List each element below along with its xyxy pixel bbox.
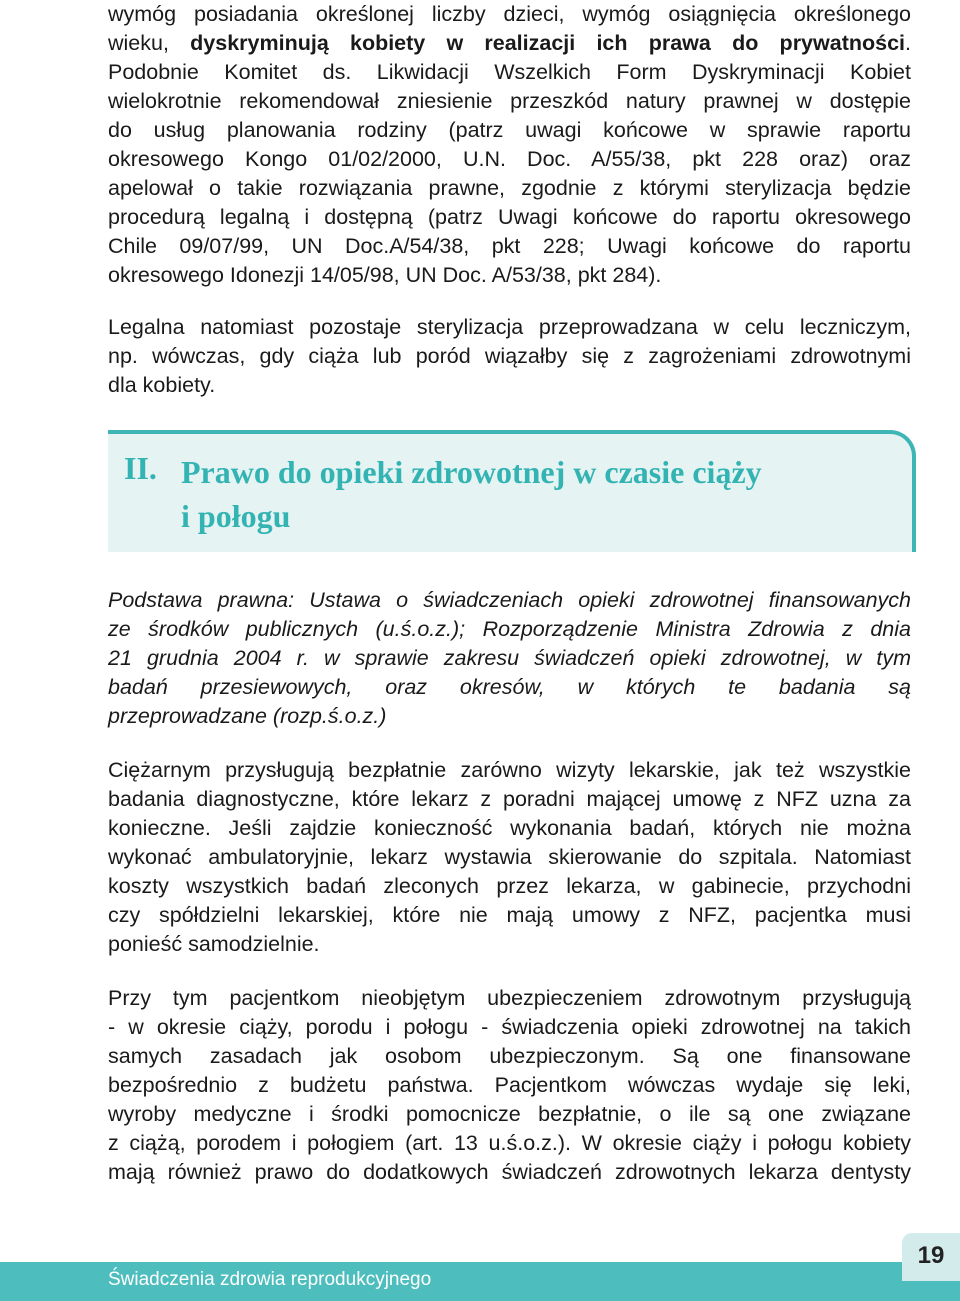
paragraph-3 [108,756,911,959]
page-number: 19 [917,1242,945,1269]
text-line: do usług planowania rodziny (patrz uwagi końcowe w sprawie raportu [108,118,911,142]
paragraph-2 [108,313,911,400]
text-line: - w okresie ciąży, porodu i połogu - świadczenia opieki zdrowotnej na takich [108,1015,911,1039]
text-line: Podstawa prawna: Ustawa o świadczeniach opieki zdrowotnej finansowanych [108,588,911,612]
paragraph-4 [108,984,911,1187]
text-line: wielokrotnie rekomendował zniesienie przeszkód natury prawnej w dostępie [108,89,911,113]
text-line: przeprowadzane (rozp.ś.o.z.) [108,704,387,728]
text-line: apelował o takie rozwiązania prawne, zgodnie z którymi sterylizacja będzie [108,176,911,200]
text-line: np. wówczas, gdy ciąża lub poród wiązałby się z zagrożeniami zdrowotnymi [108,344,911,368]
section-title-line: Prawo do opieki zdrowotnej w czasie ciąży [181,454,762,490]
text-line: konieczne. Jeśli zajdzie konieczność wykonania badań, których nie można [108,816,911,840]
text-line: z ciążą, porodem i połogiem (art. 13 u.ś.o.z.). W okresie ciąży i połogu kobiety [108,1131,911,1155]
text-line: ze środków publicznych (u.ś.o.z.); Rozporządzenie Ministra Zdrowia z dnia [108,617,911,641]
footer-title: Świadczenia zdrowia reprodukcyjnego [108,1269,432,1290]
text-line: Legalna natomiast pozostaje sterylizacja przeprowadzana w celu leczniczym, [108,315,911,339]
text-line: dla kobiety. [108,373,216,397]
section-title-line: i połogu [181,498,291,534]
legal-basis [108,586,911,731]
text-line: bezpośrednio z budżetu państwa. Pacjentkom wówczas wydaje się leki, [108,1073,911,1097]
section-title [181,450,881,538]
text-line: ponieść samodzielnie. [108,932,320,956]
text-line: procedurą legalną i dostępną (patrz Uwagi końcowe do raportu okresowego [108,205,911,229]
text-line: wymóg posiadania określonej liczby dzieci, wymóg osiągnięcia określonego [108,2,911,26]
section-number: II. [124,450,157,486]
text-line: okresowego Idonezji 14/05/98, UN Doc. A/53/38, pkt 284). [108,263,662,287]
text-line: Podobnie Komitet ds. Likwidacji Wszelkich Form Dyskryminacji Kobiet [108,60,911,84]
text-line: okresowego Kongo 01/02/2000, U.N. Doc. A/55/38, pkt 228 oraz) oraz [108,147,911,171]
text-line [108,29,911,58]
text-run: . [905,31,911,55]
text-line: 21 grudnia 2004 r. w sprawie zakresu świadczeń opieki zdrowotnej, w tym [108,646,911,670]
text-line: badań przesiewowych, oraz okresów, w których te badania są [108,675,911,699]
text-line: wykonać ambulatoryjnie, lekarz wystawia skierowanie do szpitala. Natomiast [108,845,911,869]
text-line: samych zasadach jak osobom ubezpieczonym. Są one finansowane [108,1044,911,1068]
text-run: wieku, [108,31,191,55]
text-line: Ciężarnym przysługują bezpłatnie zarówno wizyty lekarskie, jak też wszystkie [108,758,911,782]
text-line: wyroby medyczne i środki pomocnicze bezpłatnie, o ile są one związane [108,1102,911,1126]
text-line: badania diagnostyczne, które lekarz z poradni mającej umowę z NFZ uzna za [108,787,911,811]
text-line: koszty wszystkich badań zleconych przez lekarza, w gabinecie, przychodni [108,874,911,898]
bold-text-run: dyskryminują kobiety w realizacji ich prawa do prywatności [190,31,906,55]
text-line: Przy tym pacjentkom nieobjętym ubezpieczeniem zdrowotnym przysługują [108,986,911,1010]
text-line: Chile 09/07/99, UN Doc.A/54/38, pkt 228; Uwagi końcowe do raportu [108,234,911,258]
text-line: mają również prawo do dodatkowych świadczeń zdrowotnych lekarza dentysty [108,1160,911,1184]
paragraph-1 [108,0,911,290]
text-line: czy spółdzielni lekarskiej, które nie mają umowy z NFZ, pacjentka musi [108,903,911,927]
